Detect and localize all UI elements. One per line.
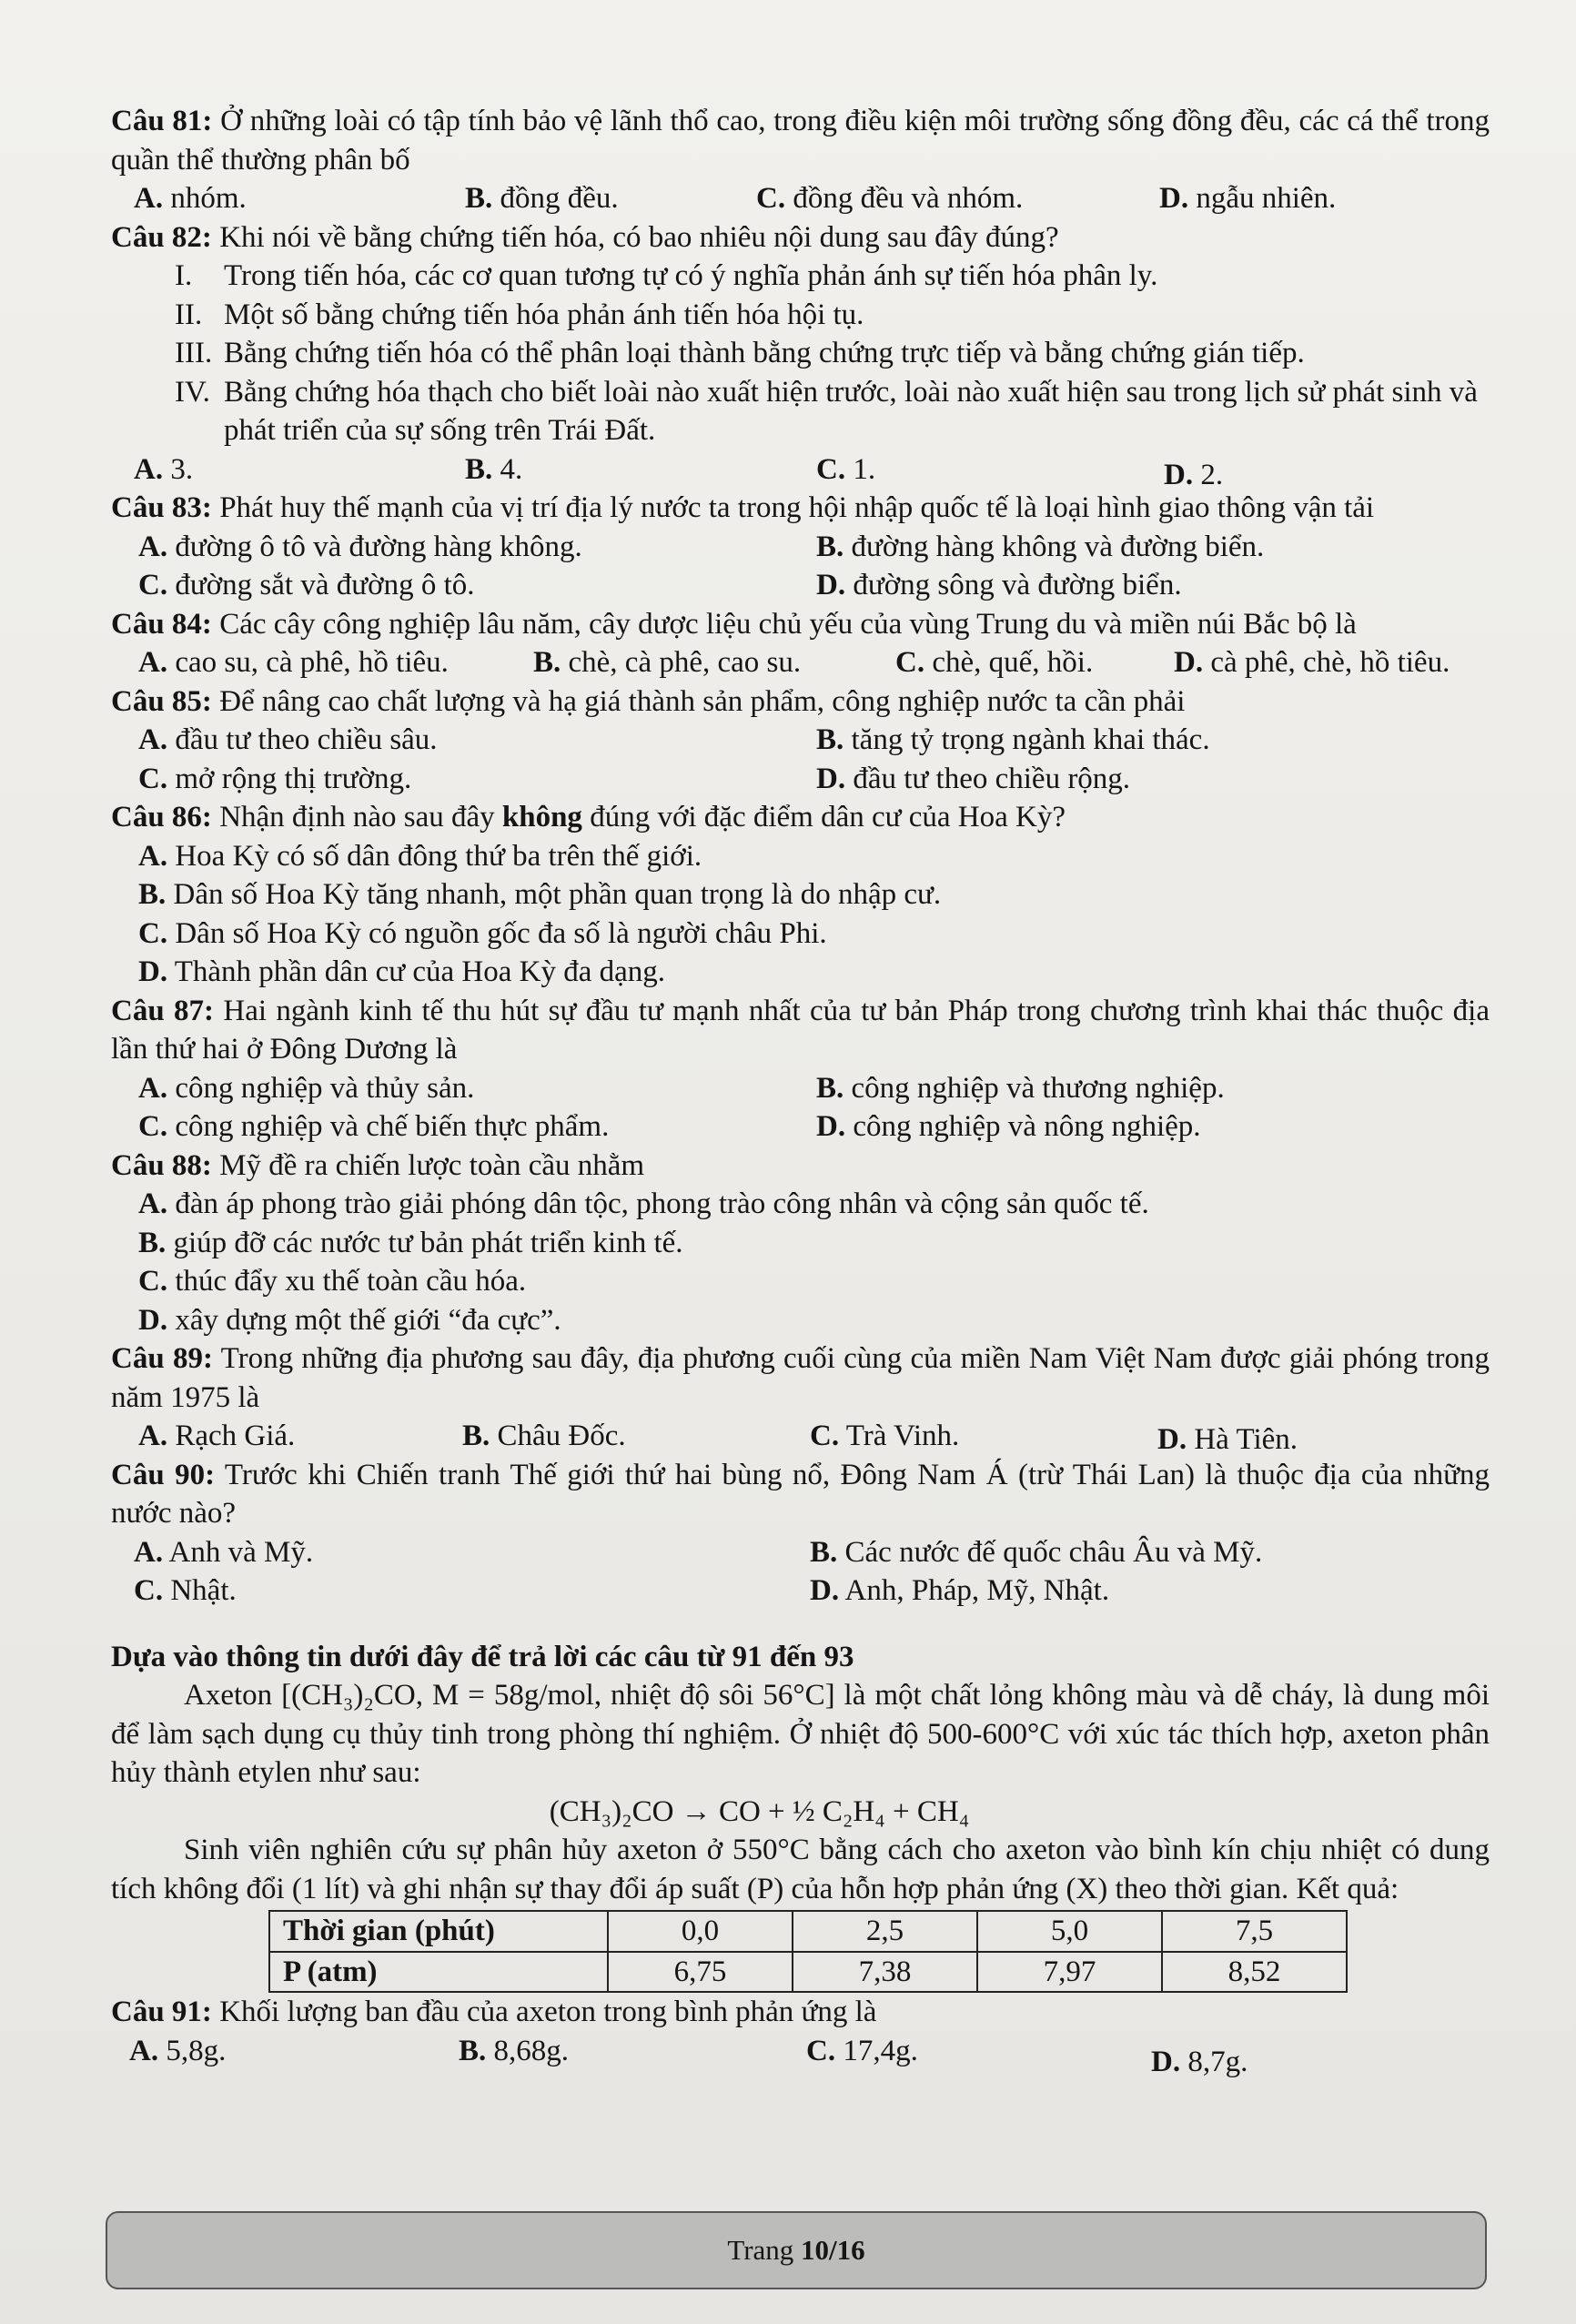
question-label: Câu 87: [111, 994, 215, 1027]
options-81 [111, 179, 1490, 218]
question-label: Câu 81: [111, 105, 213, 137]
option-a[interactable]: A. Hoa Kỳ có số dân đông thứ ba trên thế giới. [138, 839, 702, 873]
table-cell: 8,52 [1162, 1952, 1347, 1993]
question-text: Ở những loài có tập tính bảo vệ lãnh thổ cao, trong điều kiện môi trường sống đồng đều, các cá thể trong quần thể thường phân bố [111, 105, 1490, 177]
table-row [269, 1911, 1347, 1952]
options-82 [111, 450, 1490, 490]
option-d[interactable]: D. đầu tư theo chiều rộng. [816, 762, 1131, 795]
page-prefix: Trang [727, 2234, 794, 2266]
statement-3: III. Bằng chứng tiến hóa có thể phân loại thành bằng chứng trực tiếp và bằng chứng gián tiếp. [175, 337, 1305, 369]
table-cell: 7,5 [1162, 1911, 1347, 1952]
option-b[interactable]: B. tăng tỷ trọng ngành khai thác. [816, 723, 1210, 756]
option-d[interactable]: D. đường sông và đường biển. [816, 569, 1182, 601]
option-b[interactable]: B. chè, cà phê, cao su. [533, 646, 802, 679]
question-82 [111, 218, 1490, 258]
option-c[interactable]: C. Trà Vinh. [810, 1420, 960, 1452]
question-90 [111, 1456, 1490, 1533]
option-c[interactable]: C. Dân số Hoa Kỳ có nguồn gốc đa số là người châu Phi. [138, 916, 827, 950]
question-text: Phát huy thế mạnh của vị trí địa lý nước ta trong hội nhập quốc tế là loại hình giao thông vận tải [211, 491, 1375, 524]
option-a[interactable]: A. cao su, cà phê, hồ tiêu. [138, 646, 449, 679]
option-c[interactable]: C. mở rộng thị trường. [138, 762, 412, 795]
exam-content [111, 102, 1490, 2078]
option-a[interactable]: A. đầu tư theo chiều sâu. [138, 723, 438, 756]
option-d[interactable]: D. Hà Tiên. [1157, 1423, 1298, 1456]
pressure-table [268, 1910, 1348, 1993]
question-text: Khối lượng ban đầu của axeton trong bình phản ứng là [211, 1996, 877, 2028]
table-cell: 6,75 [608, 1952, 793, 1993]
option-c[interactable]: C. thúc đẩy xu thế toàn cầu hóa. [138, 1265, 527, 1298]
options-87-row1 [111, 1069, 1490, 1108]
question-91 [111, 1993, 1490, 2032]
section-title: Dựa vào thông tin dưới đây để trả lời các câu từ 91 đến 93 [111, 1640, 854, 1673]
table-cell: 7,38 [793, 1952, 977, 1993]
emphasis-word: không [501, 801, 582, 834]
options-85-row2 [111, 760, 1490, 799]
question-text: Mỹ đề ra chiến lược toàn cầu nhằm [211, 1148, 645, 1182]
option-d[interactable]: D. Thành phần dân cư của Hoa Kỳ đa dạng. [138, 955, 666, 988]
option-c[interactable]: C. đồng đều và nhóm. [756, 182, 1024, 215]
options-86 [111, 837, 1490, 992]
options-91 [111, 2032, 1490, 2078]
question-text: Trước khi Chiến tranh Thế giới thứ hai bùng nổ, Đông Nam Á (trừ Thái Lan) là thuộc địa của những nước nào? [111, 1458, 1490, 1530]
options-88 [111, 1185, 1490, 1339]
question-text: Các cây công nghiệp lâu năm, cây dược liệu chủ yếu của vùng Trung du và miền núi Bắc bộ là [211, 607, 1357, 641]
options-89 [111, 1417, 1490, 1456]
options-90-row2 [111, 1571, 1490, 1611]
option-b[interactable]: B. 8,68g. [459, 2034, 570, 2067]
options-84 [111, 643, 1490, 682]
option-b[interactable]: B. 4. [465, 452, 523, 486]
question-88 [111, 1147, 1490, 1186]
option-c[interactable]: C. 1. [816, 452, 876, 486]
question-label: Câu 89: [111, 1342, 213, 1375]
option-b[interactable]: B. đường hàng không và đường biển. [816, 530, 1265, 563]
option-c[interactable]: C. Nhật. [134, 1574, 237, 1607]
question-label: Câu 91: [111, 1996, 212, 2028]
option-b[interactable]: B. Các nước đế quốc châu Âu và Mỹ. [810, 1535, 1263, 1569]
question-83 [111, 489, 1490, 528]
table-cell: 5,0 [977, 1911, 1162, 1952]
option-d[interactable]: D. 8,7g. [1151, 2045, 1248, 2078]
table-row-header: P (atm) [269, 1952, 608, 1993]
section-paragraph-1: Axeton [(CH₃)₂CO, M = 58g/mol, nhiệt độ sôi 56°C] là một chất lỏng không màu và dễ cháy, là dung môi để làm sạch dụng cụ thủy tinh trong phòng thí nghiệm. Ở nhiệt độ 500-600°C với xúc tác thích hợp, axeton phân hủy thành etylen như sau: [111, 1679, 1490, 1789]
option-b[interactable]: B. Châu Đốc. [462, 1420, 626, 1452]
reaction-equation: (CH₃)₂CO → CO + ½ C₂H₄ + CH₄ [549, 1794, 970, 1828]
option-a[interactable]: A. Anh và Mỹ. [134, 1535, 314, 1569]
option-b[interactable]: B. giúp đỡ các nước tư bản phát triển kinh tế. [138, 1226, 683, 1259]
question-label: Câu 82: [111, 220, 212, 254]
question-87 [111, 992, 1490, 1069]
question-84 [111, 605, 1490, 644]
options-90-row1 [111, 1533, 1490, 1572]
option-a[interactable]: A. 3. [134, 452, 194, 486]
option-a[interactable]: A. công nghiệp và thủy sản. [138, 1071, 475, 1105]
option-a[interactable]: A. Rạch Giá. [138, 1420, 296, 1452]
question-81 [111, 102, 1490, 179]
option-b[interactable]: B. đồng đều. [465, 182, 619, 215]
question-text: Để nâng cao chất lượng và hạ giá thành sản phẩm, công nghiệp nước ta cần phải [211, 684, 1186, 718]
option-c[interactable]: C. công nghiệp và chế biến thực phẩm. [138, 1110, 610, 1143]
question-text: Khi nói về bằng chứng tiến hóa, có bao nhiêu nội dung sau đây đúng? [211, 220, 1059, 254]
option-a[interactable]: A. 5,8g. [129, 2034, 227, 2067]
option-d[interactable]: D. Anh, Pháp, Mỹ, Nhật. [810, 1574, 1110, 1607]
page-footer [106, 2211, 1487, 2289]
question-85 [111, 682, 1490, 722]
question-label: Câu 90: [111, 1458, 216, 1491]
question-label: Câu 85: [111, 684, 212, 718]
options-83-row2 [111, 566, 1490, 605]
page-number: 10/16 [801, 2234, 865, 2266]
question-label: Câu 84: [111, 607, 212, 641]
option-c[interactable]: C. đường sắt và đường ô tô. [138, 569, 475, 601]
table-cell: 0,0 [608, 1911, 793, 1952]
question-89 [111, 1339, 1490, 1417]
option-d[interactable]: D. ngẫu nhiên. [1159, 182, 1337, 215]
question-label: Câu 88: [111, 1148, 212, 1182]
question-86: Câu 86: Nhận định nào sau đây không đúng với đặc điểm dân cư của Hoa Kỳ? [111, 801, 1066, 834]
statement-4: IV. Bằng chứng hóa thạch cho biết loài nào xuất hiện trước, loài nào xuất hiện sau trong lịch sử phát sinh và phát triển của sự sống trên Trái Đất. [175, 375, 1478, 447]
question-text: Trong những địa phương sau đây, địa phương cuối cùng của miền Nam Việt Nam được giải phóng trong năm 1975 là [111, 1342, 1490, 1414]
option-d[interactable]: D. xây dựng một thế giới “đa cực”. [138, 1303, 561, 1337]
table-row-header: Thời gian (phút) [269, 1911, 608, 1952]
section-paragraph-2: Sinh viên nghiên cứu sự phân hủy axeton ở 550°C bằng cách cho axeton vào bình kín chịu nhiệt có dung tích không đổi (1 lít) và ghi nhận sự thay đổi áp suất (P) của hỗn hợp phản ứng (X) theo thời gian. Kết quả: [111, 1834, 1490, 1905]
option-d[interactable]: D. cà phê, chè, hồ tiêu. [1174, 646, 1450, 679]
table-cell: 2,5 [793, 1911, 977, 1952]
option-b[interactable]: B. Dân số Hoa Kỳ tăng nhanh, một phần quan trọng là do nhập cư. [138, 878, 942, 911]
options-85-row1 [111, 721, 1490, 760]
question-text: Hai ngành kinh tế thu hút sự đầu tư mạnh nhất của tư bản Pháp trong chương trình khai thác thuộc địa lần thứ hai ở Đông Dương là [111, 994, 1490, 1066]
statement-2: II. Một số bằng chứng tiến hóa phản ánh tiến hóa hội tụ. [175, 298, 864, 331]
question-label: Câu 83: [111, 491, 212, 524]
statement-1: I. Trong tiến hóa, các cơ quan tương tự có ý nghĩa phản ánh sự tiến hóa phân ly. [175, 259, 1158, 292]
option-c[interactable]: C. 17,4g. [806, 2034, 918, 2067]
options-87-row2 [111, 1107, 1490, 1147]
option-a[interactable]: A. đàn áp phong trào giải phóng dân tộc, phong trào công nhân và cộng sản quốc tế. [138, 1187, 1149, 1220]
option-c[interactable]: C. chè, quế, hồi. [895, 646, 1094, 679]
table-cell: 7,97 [977, 1952, 1162, 1993]
option-a[interactable]: A. đường ô tô và đường hàng không. [138, 530, 582, 563]
option-d[interactable]: D. 2. [1164, 458, 1224, 491]
options-83-row1 [111, 528, 1490, 567]
table-row [269, 1952, 1347, 1993]
question-label: Câu 86: [111, 801, 212, 834]
option-a[interactable]: A. nhóm. [134, 182, 247, 215]
option-b[interactable]: B. công nghiệp và thương nghiệp. [816, 1071, 1225, 1105]
option-d[interactable]: D. công nghiệp và nông nghiệp. [816, 1110, 1201, 1143]
